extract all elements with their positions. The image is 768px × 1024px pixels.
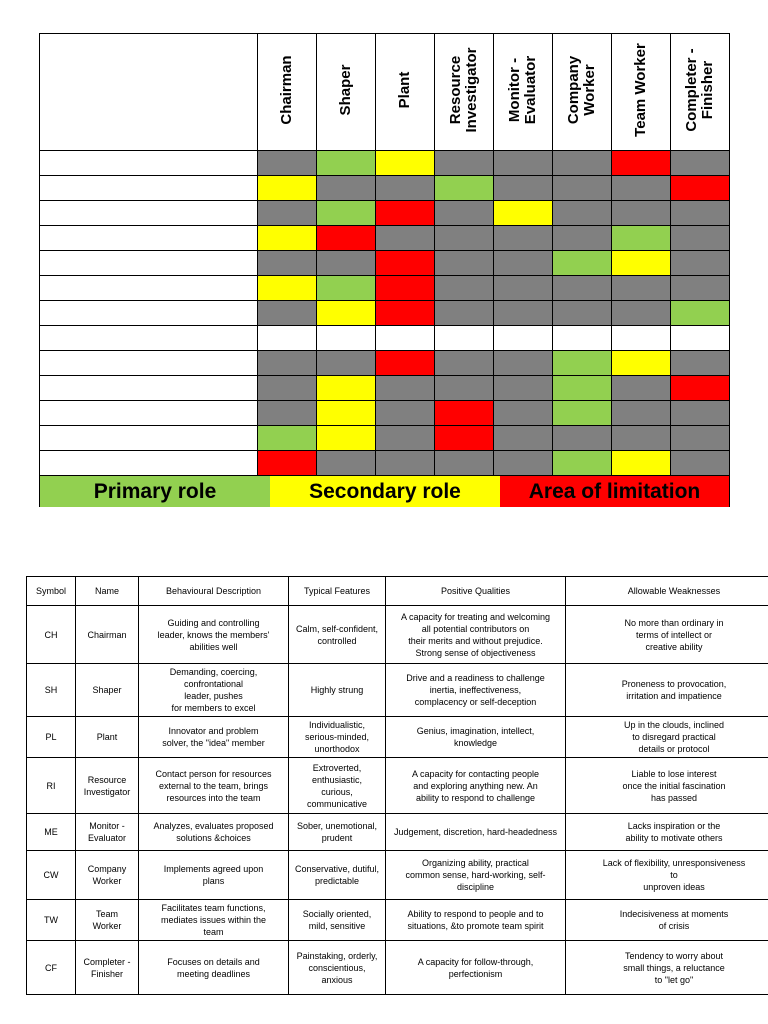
role-header-label: Chairman xyxy=(278,55,295,125)
matrix-cell-primary xyxy=(671,300,729,325)
matrix-cell-none xyxy=(258,150,317,175)
table-row xyxy=(27,851,768,900)
matrix-cell-limitation xyxy=(435,425,494,450)
matrix-cell-none xyxy=(612,425,671,450)
matrix-cell-none xyxy=(671,200,729,225)
cell-symbol: CW xyxy=(27,851,76,900)
matrix-legend xyxy=(40,475,729,507)
role-header-label: Monitor - Evaluator xyxy=(506,55,539,125)
cell-name: Shaper xyxy=(76,664,139,717)
role-header-label: Company Worker xyxy=(565,55,598,125)
cell-typical-features: Sober, unemotional, prudent xyxy=(289,814,386,851)
matrix-cell-none xyxy=(376,175,435,200)
matrix-cell-none xyxy=(553,425,612,450)
matrix-cell-none xyxy=(494,450,553,475)
cell-typical-features: Individualistic, serious-minded, unorthodox xyxy=(289,717,386,758)
cell-typical-features: Conservative, dutiful, predictable xyxy=(289,851,386,900)
matrix-cell-none xyxy=(258,375,317,400)
role-header-label: Resource Investigator xyxy=(447,47,480,133)
cell-typical-features: Highly strung xyxy=(289,664,386,717)
matrix-cell-limitation xyxy=(376,300,435,325)
header-name: Name xyxy=(76,577,139,606)
cell-typical-features: Painstaking, orderly, conscientious, anxious xyxy=(289,941,386,995)
matrix-cell-primary xyxy=(553,250,612,275)
matrix-cell-none xyxy=(671,450,729,475)
matrix-corner-cell xyxy=(40,34,258,151)
cell-positive-qualities: Judgement, discretion, hard-headedness xyxy=(386,814,566,851)
cell-allowable-weaknesses: Indecisiveness at moments of crisis xyxy=(566,900,768,941)
cell-behavioural-description: Innovator and problem solver, the "idea" member xyxy=(139,717,289,758)
matrix-row-label xyxy=(40,200,258,225)
header-typical-features: Typical Features xyxy=(289,577,386,606)
matrix-cell-secondary xyxy=(494,200,553,225)
cell-allowable-weaknesses: Proneness to provocation, irritation and impatience xyxy=(566,664,768,717)
matrix-cell-blank xyxy=(376,325,435,350)
matrix-row-label xyxy=(40,225,258,250)
cell-typical-features: Socially oriented, mild, sensitive xyxy=(289,900,386,941)
matrix-cell-none xyxy=(671,425,729,450)
cell-behavioural-description: Analyzes, evaluates proposed solutions &choices xyxy=(139,814,289,851)
matrix-cell-none xyxy=(671,150,729,175)
matrix-cell-primary xyxy=(317,200,376,225)
matrix-cell-blank xyxy=(671,325,729,350)
matrix-cell-none xyxy=(612,300,671,325)
matrix-cell-none xyxy=(494,300,553,325)
matrix-cell-none xyxy=(494,250,553,275)
matrix-cell-secondary xyxy=(317,400,376,425)
matrix-row-label xyxy=(40,150,258,175)
cell-behavioural-description: Focuses on details and meeting deadlines xyxy=(139,941,289,995)
matrix-cell-none xyxy=(671,350,729,375)
matrix-cell-blank xyxy=(435,325,494,350)
matrix-cell-primary xyxy=(258,425,317,450)
table-row xyxy=(27,664,768,717)
matrix-cell-none xyxy=(258,200,317,225)
table-header-row xyxy=(27,577,768,606)
cell-symbol: CF xyxy=(27,941,76,995)
matrix-cell-none xyxy=(494,225,553,250)
role-header-label: Team Worker xyxy=(632,43,649,137)
matrix-cell-none xyxy=(553,275,612,300)
matrix-cell-secondary xyxy=(258,175,317,200)
matrix-row-label xyxy=(40,325,258,350)
matrix-cell-none xyxy=(612,175,671,200)
role-matrix xyxy=(39,33,730,507)
cell-behavioural-description: Demanding, coercing, confrontational leader, pushes for members to excel xyxy=(139,664,289,717)
matrix-cell-none xyxy=(553,175,612,200)
matrix-cell-limitation xyxy=(612,150,671,175)
matrix-cell-primary xyxy=(553,350,612,375)
cell-symbol: RI xyxy=(27,758,76,814)
legend-area-of-limitation: Area of limitation xyxy=(500,476,729,507)
matrix-cell-none xyxy=(671,400,729,425)
cell-name: Chairman xyxy=(76,606,139,664)
matrix-cell-none xyxy=(435,275,494,300)
matrix-cell-limitation xyxy=(376,275,435,300)
matrix-cell-none xyxy=(612,400,671,425)
matrix-cell-blank xyxy=(612,325,671,350)
matrix-row-label xyxy=(40,350,258,375)
cell-positive-qualities: Genius, imagination, intellect, knowledge xyxy=(386,717,566,758)
header-behavioural-description: Behavioural Description xyxy=(139,577,289,606)
matrix-cell-none xyxy=(317,450,376,475)
cell-allowable-weaknesses: Liable to lose interest once the initial fascination has passed xyxy=(566,758,768,814)
cell-symbol: ME xyxy=(27,814,76,851)
matrix-cell-none xyxy=(435,375,494,400)
cell-positive-qualities: Ability to respond to people and to situations, &to promote team spirit xyxy=(386,900,566,941)
table-row xyxy=(27,758,768,814)
matrix-cell-none xyxy=(376,425,435,450)
matrix-cell-none xyxy=(258,350,317,375)
matrix-cell-secondary xyxy=(612,250,671,275)
matrix-row-label xyxy=(40,300,258,325)
matrix-cell-limitation xyxy=(376,250,435,275)
cell-positive-qualities: A capacity for contacting people and exploring anything new. An ability to respond to challenge xyxy=(386,758,566,814)
legend-primary-role: Primary role xyxy=(40,476,270,507)
matrix-cell-none xyxy=(553,150,612,175)
matrix-cell-none xyxy=(258,250,317,275)
cell-positive-qualities: A capacity for treating and welcoming all potential contributors on their merits and without prejudice. Strong sense of objectiveness xyxy=(386,606,566,664)
matrix-cell-secondary xyxy=(612,450,671,475)
role-description-table xyxy=(26,576,768,995)
matrix-cell-none xyxy=(435,350,494,375)
matrix-cell-none xyxy=(317,175,376,200)
matrix-cell-limitation xyxy=(671,175,729,200)
matrix-cell-limitation xyxy=(376,200,435,225)
role-header-label: Shaper xyxy=(337,64,354,116)
matrix-cell-secondary xyxy=(376,150,435,175)
matrix-cell-none xyxy=(494,350,553,375)
matrix-cell-none xyxy=(435,250,494,275)
matrix-cell-none xyxy=(553,300,612,325)
matrix-row-label xyxy=(40,450,258,475)
legend-secondary-role: Secondary role xyxy=(270,476,500,507)
matrix-cell-primary xyxy=(553,400,612,425)
matrix-cell-primary xyxy=(317,275,376,300)
matrix-cell-secondary xyxy=(258,225,317,250)
role-header-label: Completer - Finisher xyxy=(683,48,716,132)
cell-name: Monitor - Evaluator xyxy=(76,814,139,851)
role-header xyxy=(376,34,435,151)
cell-behavioural-description: Contact person for resources external to the team, brings resources into the team xyxy=(139,758,289,814)
cell-name: Company Worker xyxy=(76,851,139,900)
cell-positive-qualities: A capacity for follow-through, perfectionism xyxy=(386,941,566,995)
matrix-cell-none xyxy=(435,300,494,325)
matrix-cell-limitation xyxy=(317,225,376,250)
matrix-cell-none xyxy=(376,450,435,475)
matrix-cell-none xyxy=(494,150,553,175)
matrix-cell-primary xyxy=(317,150,376,175)
matrix-cell-none xyxy=(494,400,553,425)
matrix-row-label xyxy=(40,425,258,450)
matrix-cell-blank xyxy=(553,325,612,350)
matrix-row-label xyxy=(40,175,258,200)
cell-allowable-weaknesses: No more than ordinary in terms of intellect or creative ability xyxy=(566,606,768,664)
role-header xyxy=(317,34,376,151)
cell-positive-qualities: Organizing ability, practical common sense, hard-working, self- discipline xyxy=(386,851,566,900)
cell-behavioural-description: Guiding and controlling leader, knows the members' abilities well xyxy=(139,606,289,664)
role-header xyxy=(258,34,317,151)
matrix-cell-none xyxy=(494,375,553,400)
matrix-cell-none xyxy=(435,225,494,250)
matrix-cell-secondary xyxy=(317,425,376,450)
matrix-cell-none xyxy=(435,200,494,225)
matrix-cell-secondary xyxy=(258,275,317,300)
role-header xyxy=(494,34,553,151)
matrix-cell-none xyxy=(317,350,376,375)
matrix-cell-none xyxy=(376,375,435,400)
table-row xyxy=(27,606,768,664)
table-row xyxy=(27,900,768,941)
matrix-cell-none xyxy=(494,175,553,200)
matrix-cell-primary xyxy=(612,225,671,250)
matrix-cell-limitation xyxy=(258,450,317,475)
role-header xyxy=(612,34,671,151)
matrix-row-label xyxy=(40,375,258,400)
matrix-cell-blank xyxy=(317,325,376,350)
cell-allowable-weaknesses: Lacks inspiration or the ability to motivate others xyxy=(566,814,768,851)
matrix-cell-none xyxy=(376,225,435,250)
table-row xyxy=(27,814,768,851)
header-allowable-weaknesses: Allowable Weaknesses xyxy=(566,577,768,606)
matrix-cell-limitation xyxy=(376,350,435,375)
header-positive-qualities: Positive Qualities xyxy=(386,577,566,606)
matrix-cell-none xyxy=(612,275,671,300)
cell-name: Completer - Finisher xyxy=(76,941,139,995)
matrix-cell-limitation xyxy=(435,400,494,425)
matrix-cell-secondary xyxy=(317,300,376,325)
matrix-cell-none xyxy=(435,150,494,175)
table-row xyxy=(27,941,768,995)
header-symbol: Symbol xyxy=(27,577,76,606)
cell-typical-features: Extroverted, enthusiastic, curious, communicative xyxy=(289,758,386,814)
matrix-cell-none xyxy=(671,275,729,300)
cell-name: Team Worker xyxy=(76,900,139,941)
matrix-cell-none xyxy=(612,200,671,225)
cell-symbol: PL xyxy=(27,717,76,758)
matrix-cell-secondary xyxy=(612,350,671,375)
role-header xyxy=(553,34,612,151)
cell-symbol: SH xyxy=(27,664,76,717)
matrix-cell-primary xyxy=(435,175,494,200)
matrix-cell-none xyxy=(376,400,435,425)
matrix-cell-none xyxy=(671,250,729,275)
matrix-cell-none xyxy=(317,250,376,275)
cell-allowable-weaknesses: Lack of flexibility, unresponsiveness to unproven ideas xyxy=(566,851,768,900)
matrix-cell-none xyxy=(671,225,729,250)
matrix-cell-none xyxy=(553,200,612,225)
matrix-cell-limitation xyxy=(671,375,729,400)
cell-symbol: TW xyxy=(27,900,76,941)
cell-allowable-weaknesses: Tendency to worry about small things, a reluctance to "let go" xyxy=(566,941,768,995)
matrix-row-label xyxy=(40,275,258,300)
cell-behavioural-description: Facilitates team functions, mediates issues within the team xyxy=(139,900,289,941)
cell-positive-qualities: Drive and a readiness to challenge inertia, ineffectiveness, complacency or self-deception xyxy=(386,664,566,717)
table-row xyxy=(27,717,768,758)
role-header xyxy=(671,34,729,151)
matrix-cell-none xyxy=(258,300,317,325)
matrix-cell-primary xyxy=(553,375,612,400)
matrix-cell-none xyxy=(494,425,553,450)
matrix-cell-blank xyxy=(494,325,553,350)
cell-name: Plant xyxy=(76,717,139,758)
matrix-cell-secondary xyxy=(317,375,376,400)
cell-behavioural-description: Implements agreed upon plans xyxy=(139,851,289,900)
matrix-cell-none xyxy=(258,400,317,425)
cell-symbol: CH xyxy=(27,606,76,664)
matrix-row-label xyxy=(40,400,258,425)
matrix-cell-none xyxy=(553,225,612,250)
role-header-label: Plant xyxy=(396,71,413,109)
matrix-cell-primary xyxy=(553,450,612,475)
matrix-cell-blank xyxy=(258,325,317,350)
cell-allowable-weaknesses: Up in the clouds, inclined to disregard practical details or protocol xyxy=(566,717,768,758)
matrix-cell-none xyxy=(435,450,494,475)
matrix-cell-none xyxy=(612,375,671,400)
cell-name: Resource Investigator xyxy=(76,758,139,814)
matrix-row-label xyxy=(40,250,258,275)
cell-typical-features: Calm, self-confident, controlled xyxy=(289,606,386,664)
matrix-cell-none xyxy=(494,275,553,300)
role-header xyxy=(435,34,494,151)
